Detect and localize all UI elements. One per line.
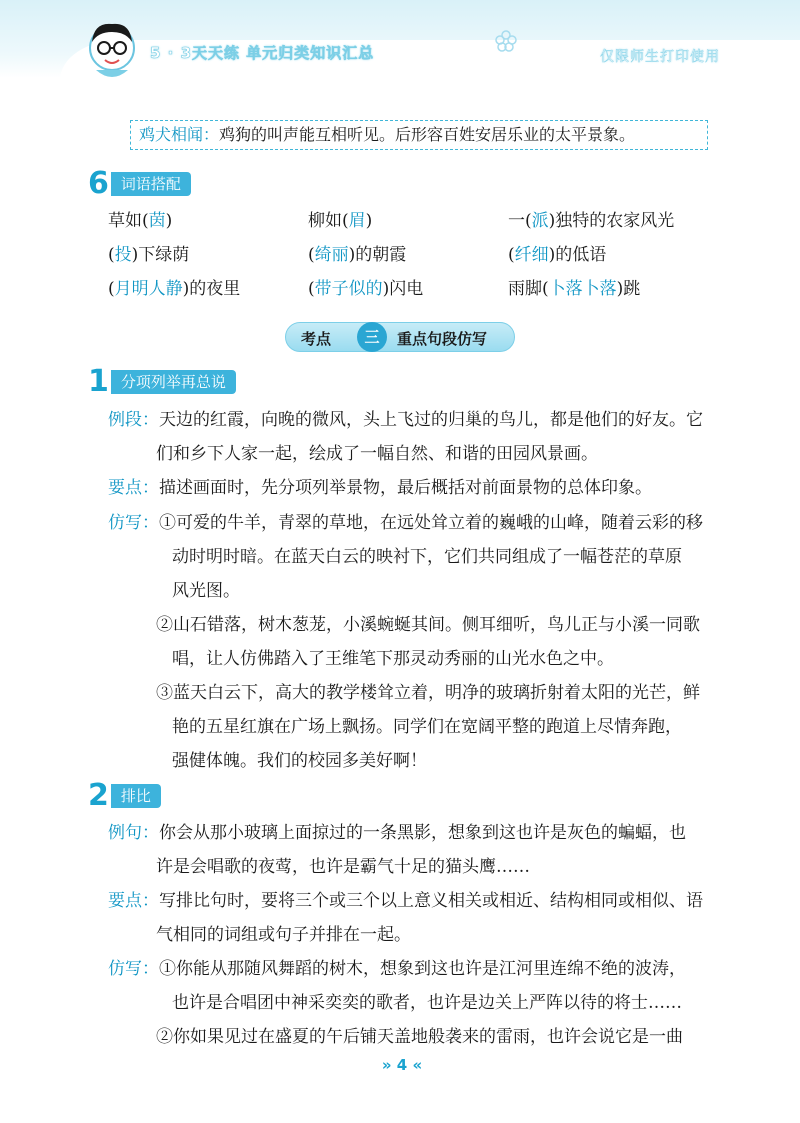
- sub1-example: [108, 403, 703, 471]
- subsection-1-tag: [88, 364, 236, 399]
- page-header: [0, 0, 800, 110]
- word-match-row-2-col-2: [308, 240, 406, 265]
- imitate-line: ①可爱的牛羊，青翠的草地，在远处耸立着的巍峨的山峰，随着云彩的移: [159, 513, 703, 533]
- section-label: 排比: [111, 784, 161, 808]
- example-label: 例句：: [108, 823, 159, 843]
- wm-post: )独特的农家风光: [548, 211, 675, 231]
- wm-answer: 派: [531, 211, 549, 231]
- section-label: 词语搭配: [111, 172, 191, 196]
- sub2-example: [108, 816, 686, 884]
- idiom-definition: 鸡狗的叫声能互相听见。后形容百姓安居乐业的太平景象。: [219, 125, 636, 144]
- key-line: 写排比句时，要将三个或三个以上意义相关或相近、结构相同或相似、语: [159, 891, 703, 911]
- imitate-line: 也许是合唱团中神采奕奕的歌者，也许是边关上严阵以待的将士……: [172, 993, 682, 1013]
- word-match-row-2: [108, 240, 189, 265]
- word-match-row-3-col-2: [308, 274, 423, 299]
- word-match-row-3: [108, 274, 240, 299]
- wm-post: )的低语: [548, 245, 607, 265]
- imitate-line: 唱，让人仿佛踏入了王维笔下那灵动秀丽的山光水色之中。: [172, 649, 614, 669]
- key-line: 气相同的词组或句子并排在一起。: [156, 925, 411, 945]
- wm-pre: (: [108, 279, 115, 299]
- sub2-keypoint: [108, 884, 703, 952]
- kaodian-label: 考点: [301, 330, 332, 348]
- sub2-imitate: [108, 952, 686, 1054]
- series-title: 5 · 3天天练 单元归类知识汇总: [150, 44, 375, 62]
- example-line: 许是会唱歌的夜莺，也许是霸气十足的猫头鹰……: [156, 857, 530, 877]
- kaodian-banner: [285, 320, 520, 356]
- section-number: 6: [88, 166, 109, 201]
- imitate-line: ③蓝天白云下，高大的教学楼耸立着，明净的玻璃折射着太阳的光芒，鲜: [156, 683, 700, 703]
- word-match-row-1-col-3: [508, 206, 674, 231]
- wm-pre: 雨脚(: [508, 279, 549, 299]
- wm-post: )的夜里: [182, 279, 241, 299]
- imitate-line: 动时明时暗。在蓝天白云的映衬下，它们共同组成了一幅苍茫的草原: [172, 547, 682, 567]
- wm-pre: 柳如(: [308, 211, 349, 231]
- idiom-definition-box: [130, 120, 708, 150]
- wm-pre: (: [508, 245, 515, 265]
- print-notice: 仅限师生打印使用: [600, 49, 720, 65]
- word-match-row-3-col-3: [508, 274, 640, 299]
- word-match-row-1-col-2: [308, 206, 372, 231]
- wm-answer: 绮丽: [314, 245, 349, 265]
- wm-pre: 草如(: [108, 211, 149, 231]
- wm-post: )的朝霞: [348, 245, 407, 265]
- wm-answer: 投: [114, 245, 132, 265]
- page-number-value: 4: [396, 1056, 408, 1074]
- example-line: 天边的红霞，向晚的微风，头上飞过的归巢的鸟儿，都是他们的好友。它: [159, 410, 703, 430]
- sub1-keypoint: [108, 471, 652, 505]
- page-number: [372, 1056, 432, 1078]
- imitate-line: ①你能从那随风舞蹈的树木，想象到这也许是江河里连绵不绝的波涛，: [159, 959, 686, 979]
- kaodian-number: 三: [357, 322, 387, 352]
- wm-post: )跳: [616, 279, 641, 299]
- subsection-2-tag: [88, 778, 161, 813]
- imitate-line: 艳的五星红旗在广场上飘扬。同学们在宽阔平整的跑道上尽情奔跑，: [172, 717, 682, 737]
- wm-pre: 一(: [508, 211, 532, 231]
- wm-answer: 带子似的: [314, 279, 383, 299]
- kaodian-title: 重点句段仿写: [397, 330, 488, 348]
- key-line: 描述画面时，先分项列举景物，最后概括对前面景物的总体印象。: [159, 478, 652, 498]
- cartoon-boy-icon: [80, 14, 144, 84]
- wm-post: )下绿荫: [131, 245, 190, 265]
- imitate-label: 仿写：: [108, 959, 159, 979]
- example-line: 们和乡下人家一起，绘成了一幅自然、和谐的田园风景画。: [156, 444, 598, 464]
- imitate-line: 风光图。: [172, 581, 240, 601]
- imitate-label: 仿写：: [108, 513, 159, 533]
- wm-pre: (: [308, 279, 315, 299]
- wm-pre: (: [308, 245, 315, 265]
- wm-answer: 卜落卜落: [548, 279, 617, 299]
- wm-answer: 茵: [148, 211, 166, 231]
- wm-answer: 眉: [348, 211, 366, 231]
- imitate-line: 强健体魄。我们的校园多美好啊！: [172, 751, 427, 771]
- imitate-line: ②山石错落，树木葱茏，小溪蜿蜒其间。侧耳细听，鸟儿正与小溪一同歌: [156, 615, 700, 635]
- wm-answer: 月明人静: [114, 279, 183, 299]
- example-label: 例段：: [108, 410, 159, 430]
- idiom-colon: ：: [203, 125, 220, 144]
- footer-arrow-left-icon: »: [381, 1056, 392, 1074]
- key-label: 要点：: [108, 891, 159, 911]
- imitate-line: ②你如果见过在盛夏的午后铺天盖地般袭来的雷雨，也许会说它是一曲: [156, 1027, 683, 1047]
- example-line: 你会从那小玻璃上面掠过的一条黑影，想象到这也许是灰色的蝙蝠，也: [159, 823, 686, 843]
- flower-icon: [495, 30, 517, 52]
- section-number: 2: [88, 778, 109, 813]
- sub1-imitate: [108, 506, 703, 778]
- footer-arrow-right-icon: «: [412, 1056, 423, 1074]
- wm-post: )闪电: [382, 279, 424, 299]
- wm-post: ): [365, 211, 373, 231]
- word-match-row-1: [108, 206, 172, 231]
- wm-pre: (: [108, 245, 115, 265]
- wm-answer: 纤细: [514, 245, 549, 265]
- section-label: 分项列举再总说: [111, 370, 236, 394]
- word-match-row-2-col-3: [508, 240, 606, 265]
- key-label: 要点：: [108, 478, 159, 498]
- section-6-tag: [88, 166, 191, 201]
- idiom-term: 鸡犬相闻: [139, 125, 204, 144]
- section-number: 1: [88, 364, 109, 399]
- wm-post: ): [165, 211, 173, 231]
